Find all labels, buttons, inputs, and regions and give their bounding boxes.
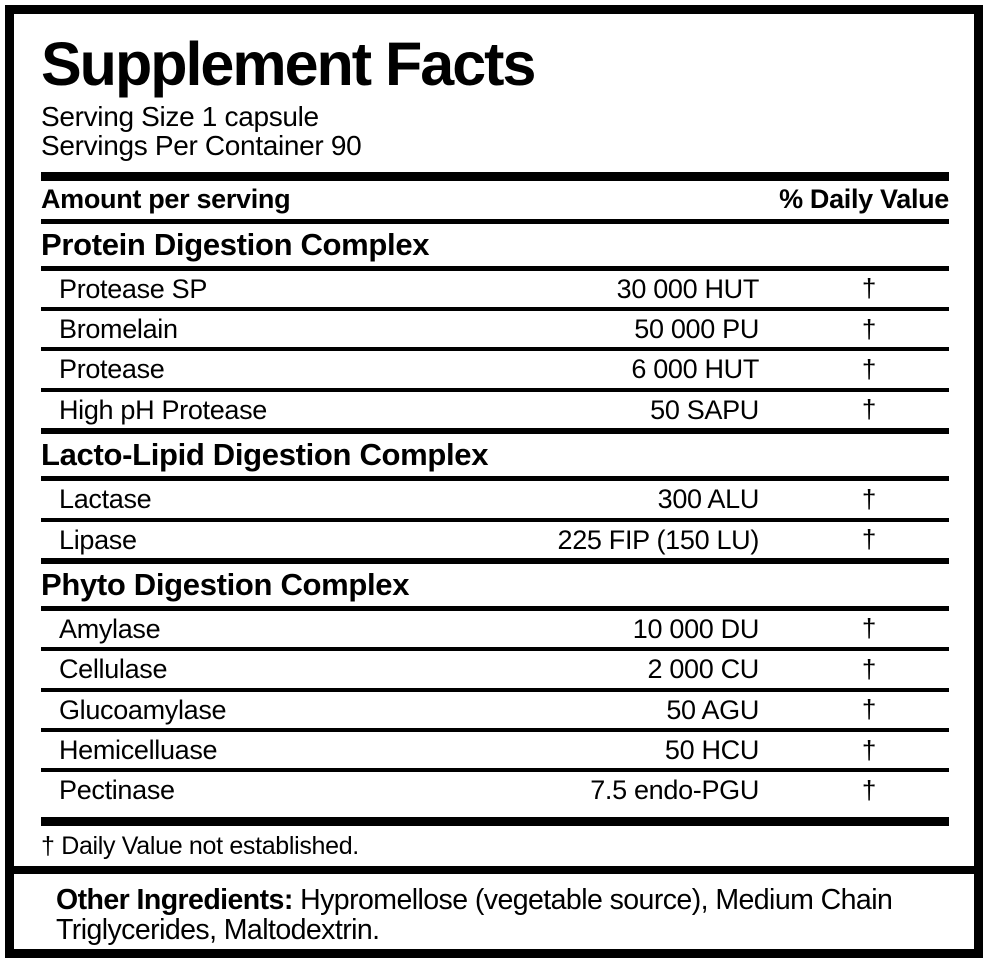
ingredient-name: Pectinase (59, 775, 175, 806)
supplement-facts-panel (5, 5, 983, 958)
daily-value-dagger: † (861, 313, 877, 344)
ingredient-name: High pH Protease (59, 394, 267, 425)
daily-value-dagger: † (861, 273, 877, 304)
daily-value-dagger: † (861, 613, 877, 644)
ingredient-row-bromelain (41, 311, 949, 347)
ingredient-name: Bromelain (59, 314, 178, 345)
ingredient-name: Protease SP (59, 273, 208, 304)
ingredient-name: Lipase (59, 524, 137, 555)
daily-value-column-header: % Daily Value (779, 183, 949, 214)
ingredient-amount: 50 HCU (664, 735, 759, 765)
ingredient-row-pectinase (41, 772, 949, 808)
ingredient-row-amylase (41, 611, 949, 647)
ingredient-row-hemicelluase (41, 732, 949, 768)
other-ingredients-section (14, 874, 974, 953)
ingredient-name: Lactase (59, 484, 152, 515)
section-header-protein: Protein Digestion Complex (41, 226, 430, 262)
other-ingredients-text: Hypromellose (vegetable source), Medium Chain Triglycerides, Maltodextrin. (56, 884, 893, 947)
ingredient-row-glucoamylase (41, 692, 949, 728)
ingredient-row-lipase (41, 522, 949, 558)
daily-value-dagger: † (861, 694, 877, 725)
ingredient-amount: 50 000 PU (634, 314, 759, 345)
section-header-lacto-lipid: Lacto-Lipid Digestion Complex (41, 437, 489, 473)
daily-value-dagger: † (861, 353, 877, 384)
thick-rule-bottom (41, 817, 949, 826)
daily-value-dagger: † (861, 734, 877, 765)
serving-size: Serving Size 1 capsule (41, 100, 319, 132)
ingredient-amount: 50 SAPU (650, 394, 759, 425)
ingredient-name: Glucoamylase (59, 694, 227, 725)
ingredient-row-cellulase (41, 651, 949, 687)
column-header-row (41, 181, 949, 219)
serving-info (41, 102, 949, 160)
daily-value-dagger: † (861, 524, 877, 555)
ingredient-amount: 50 AGU (666, 694, 759, 725)
ingredient-amount: 30 000 HUT (616, 273, 759, 304)
ingredient-amount: 300 ALU (657, 484, 759, 515)
section-header-phyto: Phyto Digestion Complex (41, 566, 410, 602)
ingredient-name: Cellulase (59, 654, 168, 685)
ingredient-name: Hemicelluase (59, 735, 218, 765)
ingredient-amount: 225 FIP (150 LU) (557, 524, 759, 555)
facts-main-area (14, 14, 974, 866)
ingredient-amount: 10 000 DU (632, 613, 759, 644)
daily-value-dagger: † (861, 483, 877, 514)
ingredient-name: Protease (59, 354, 165, 385)
panel-title: Supplement Facts (41, 30, 535, 98)
ingredient-row-high-ph-protease (41, 392, 949, 428)
daily-value-dagger: † (861, 394, 877, 425)
ingredient-name: Amylase (59, 613, 161, 644)
ingredient-amount: 7.5 endo-PGU (590, 775, 759, 806)
ingredient-row-protease (41, 351, 949, 387)
other-ingredients-label: Other Ingredients: (56, 884, 293, 917)
ingredient-row-lactase (41, 481, 949, 517)
panel-divider-rule (14, 866, 974, 874)
ingredient-amount: 6 000 HUT (631, 354, 759, 385)
servings-per-container: Servings Per Container 90 (41, 129, 362, 161)
ingredient-amount: 2 000 CU (647, 654, 759, 685)
ingredient-row-protease-sp (41, 271, 949, 307)
thick-rule-top (41, 172, 949, 181)
daily-value-dagger: † (861, 774, 877, 805)
amount-column-header: Amount per serving (41, 183, 291, 214)
daily-value-footnote: † Daily Value not established. (41, 831, 359, 860)
daily-value-dagger: † (861, 653, 877, 684)
